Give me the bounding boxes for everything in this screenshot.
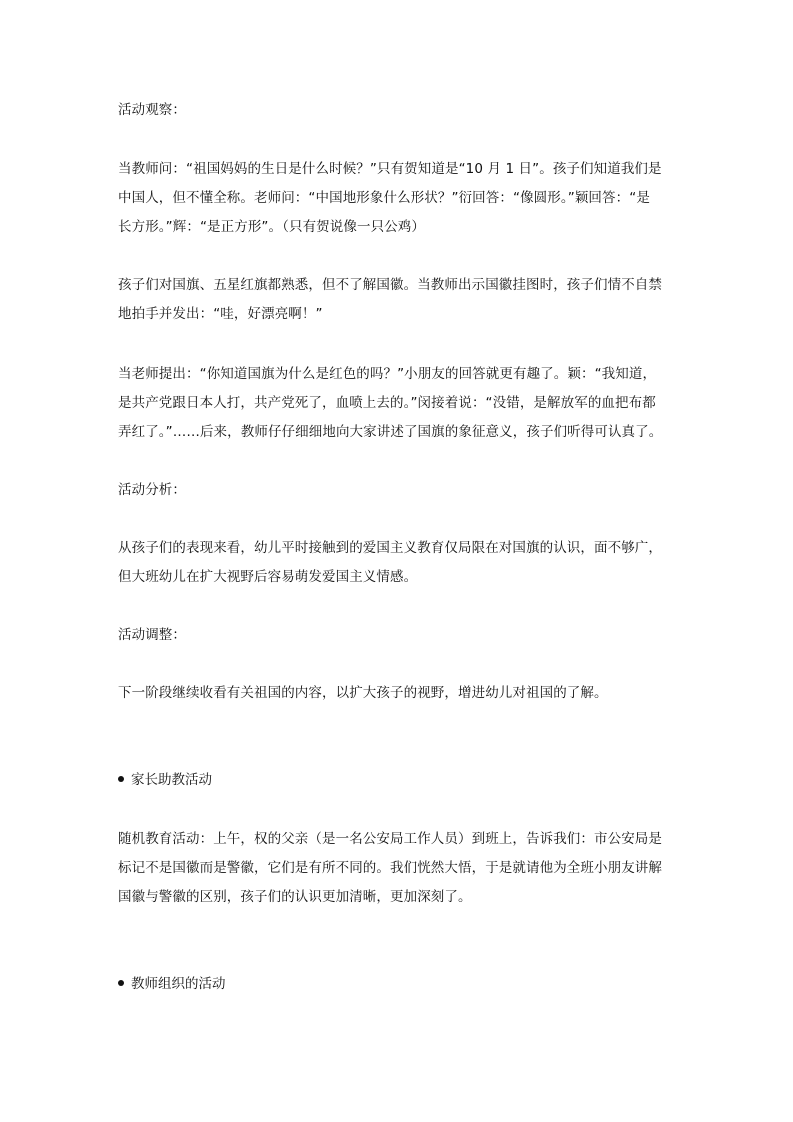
heading-analysis-text: 活动分析： [118, 482, 186, 498]
bullet-teacher-text: 教师组织的活动 [131, 976, 226, 992]
observation-paragraph-2 [118, 271, 678, 329]
heading-adjust [118, 621, 678, 650]
paragraph-line: 国徽与警徽的区别，孩子们的认识更加清晰，更加深刻了。 [118, 889, 472, 905]
heading-adjust-text: 活动调整： [118, 627, 186, 643]
paragraph-line: 中国人，但不懂全称。老师问：“中国地形象什么形状？”衍回答：“像圆形。”颖回答：“是 [118, 190, 650, 206]
bullet-parent-activity [118, 766, 212, 795]
paragraph-line: 当老师提出：“你知道国旗为什么是红色的吗？”小朋友的回答就更有趣了。颖：“我知道， [118, 366, 657, 382]
paragraph-line: 弄红了。”……后来，教师仔仔细细地向大家讲述了国旗的象征意义，孩子们听得可认真了。 [118, 424, 663, 440]
paragraph-line: 是共产党跟日本人打，共产党死了，血喷上去的。”闵接着说：“没错，是解放军的血把布都 [118, 395, 656, 411]
heading-observation [118, 96, 678, 125]
adjust-paragraph [118, 679, 678, 708]
heading-observation-text: 活动观察： [118, 102, 186, 118]
paragraph-line: 但大班幼儿在扩大视野后容易萌发爱国主义情感。 [118, 569, 418, 585]
paragraph-line: 当教师问：“祖国妈妈的生日是什么时候？”只有贺知道是“10 月 1 日”。孩子们知道我们是 [118, 161, 662, 177]
paragraph-line: 从孩子们的表现来看，幼儿平时接触到的爱国主义教育仅局限在对国旗的认识，面不够广， [118, 540, 662, 556]
heading-analysis [118, 476, 678, 505]
bullet-icon [118, 776, 124, 782]
parent-paragraph [118, 825, 678, 912]
paragraph-line: 地拍手并发出：“哇，好漂亮啊！” [118, 306, 323, 322]
paragraph-line: 随机教育活动：上午，权的父亲（是一名公安局工作人员）到班上，告诉我们：市公安局是 [118, 831, 662, 847]
paragraph-line: 长方形。”辉：“是正方形”。（只有贺说像一只公鸡） [118, 219, 425, 235]
analysis-paragraph [118, 534, 678, 592]
observation-paragraph-3 [118, 360, 678, 447]
observation-paragraph-1 [118, 155, 678, 242]
bullet-icon [118, 980, 124, 986]
paragraph-line: 孩子们对国旗、五星红旗都熟悉，但不了解国徽。当教师出示国徽挂图时，孩子们情不自禁 [118, 277, 662, 293]
bullet-teacher-activity [118, 970, 226, 999]
paragraph-line: 下一阶段继续收看有关祖国的内容，以扩大孩子的视野，增进幼儿对祖国的了解。 [118, 685, 608, 701]
bullet-parent-text: 家长助教活动 [131, 772, 212, 788]
paragraph-line: 标记不是国徽而是警徽，它们是有所不同的。我们恍然大悟，于是就请他为全班小朋友讲解 [118, 860, 662, 876]
